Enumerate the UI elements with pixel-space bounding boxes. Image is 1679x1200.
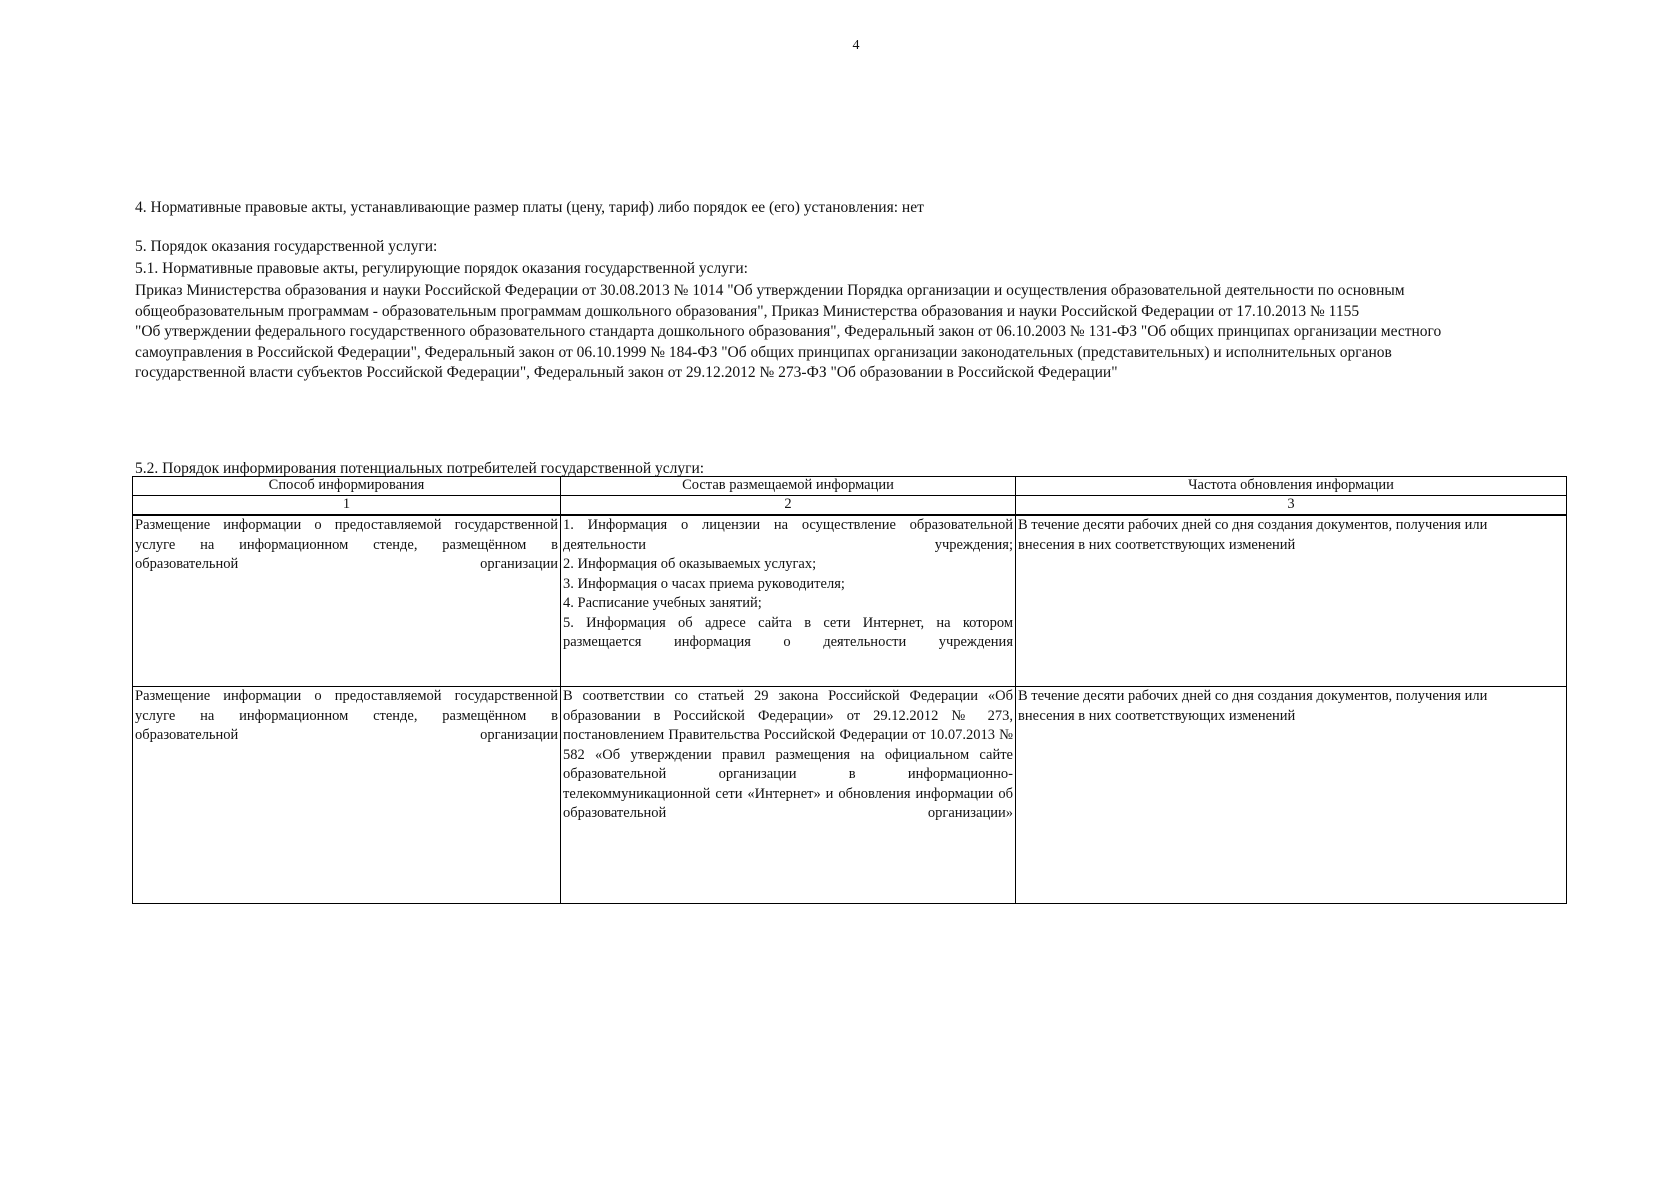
section-5-1-line: самоуправления в Российской Федерации", Федеральный закон от 06.10.1999 № 184-ФЗ "Об общих принципах организации законодательных (представительных) и исполнительных органов (135, 343, 1392, 361)
page-number: 4 (852, 38, 860, 53)
section-5-1-line: общеобразовательным программам - образовательным программам дошкольного образования", Приказ Министерства образования и науки Российской Федерации от 17.10.2013 № 1155 (135, 302, 1360, 320)
frequency-cell (1016, 515, 1567, 687)
section-5-1-line: Приказ Министерства образования и науки Российской Федерации от 30.08.2013 № 1014 "Об утверждении Порядка организации и осуществления образовательной деятельности по основным (135, 282, 1405, 299)
frequency-text: В течение десяти рабочих дней со дня создания документов, получения или внесения в них соответствующих изменений (1018, 688, 1488, 724)
content-item: 3. Информация о часах приема руководителя; (563, 575, 845, 592)
section-5-1-title: 5.1. Нормативные правовые акты, регулирующие порядок оказания государственной услуги: (135, 260, 748, 277)
column-number: 1 (133, 496, 561, 516)
content-cell (561, 687, 1016, 904)
column-header-content: Состав размещаемой информации (561, 477, 1016, 496)
frequency-text: В течение десяти рабочих дней со дня создания документов, получения или внесения в них соответствующих изменений (1018, 517, 1488, 553)
content-item: 4. Расписание учебных занятий; (563, 595, 762, 611)
section-5-1-line: "Об утверждении федерального государственного образовательного стандарта дошкольного образования", Федеральный закон от 06.10.2003 № 131-ФЗ "Об общих принципах организации местного (135, 323, 1442, 340)
section-5-title: 5. Порядок оказания государственной услуги: (135, 238, 438, 255)
table-header-row (133, 477, 1567, 496)
content-item: 2. Информация об оказываемых услугах; (563, 556, 817, 572)
section-5-1-line: государственной власти субъектов Российской Федерации", Федеральный закон от 29.12.2012 № 273-ФЗ "Об образовании в Российской Федерации" (135, 364, 1118, 381)
table-row (133, 687, 1567, 904)
content-item: 5. Информация об адресе сайта в сети Интернет, на котором размещается информация о деятельности учреждения (563, 614, 1013, 650)
content-cell (561, 515, 1016, 687)
method-text: Размещение информации о предоставляемой государственной услуге на информационном стенде, размещённом в образовательной организации (135, 517, 558, 572)
column-number: 3 (1016, 496, 1567, 516)
section-4-text: 4. Нормативные правовые акты, устанавливающие размер платы (цену, тариф) либо порядок ее (его) установления: нет (135, 199, 924, 216)
column-header-frequency: Частота обновления информации (1016, 477, 1567, 496)
content-item: 1. Информация о лицензии на осуществление образовательной деятельности учреждения; (563, 517, 1013, 553)
table-row (133, 515, 1567, 687)
informing-table (132, 476, 1567, 904)
method-text: Размещение информации о предоставляемой государственной услуге на информационном стенде, размещённом в образовательной организации (135, 688, 558, 743)
method-cell (133, 687, 561, 904)
section-5-2-title: 5.2. Порядок информирования потенциальных потребителей государственной услуги: (135, 460, 705, 477)
section-5-1-body (135, 281, 1575, 384)
content-text: В соответствии со статьей 29 закона Российской Федерации «Об образовании в Российской Федерации» от 29.12.2012 № 273, постановлением Правительства Российской Федерации от 10.07.2013 № 582 «Об утверждении правил размещения на официальном сайте образовательной организации в информационно-телекоммуникационной сети «Интернет» и обновления информации об образовательной организации» (563, 688, 1013, 821)
table-number-row (133, 496, 1567, 516)
method-cell (133, 515, 561, 687)
column-number: 2 (561, 496, 1016, 516)
frequency-cell (1016, 687, 1567, 904)
column-header-method: Способ информирования (133, 477, 561, 496)
